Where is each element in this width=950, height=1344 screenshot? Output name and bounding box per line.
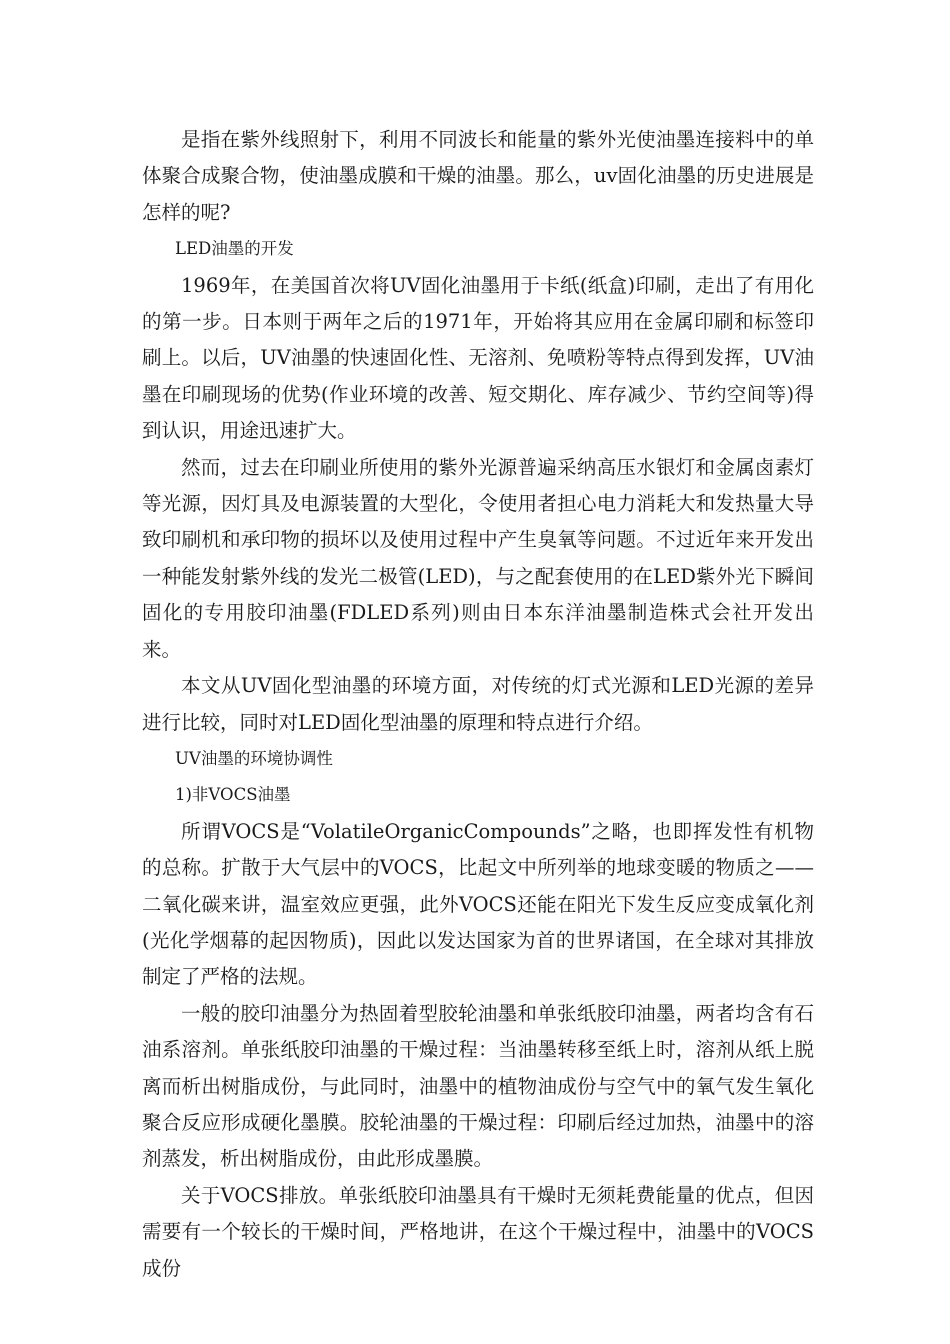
- paragraph-vocs-emission: 关于VOCS排放。单张纸胶印油墨具有干燥时无须耗费能量的优点，但因需要有一个较长的干燥时间，严格地讲，在这个干燥过程中，油墨中的VOCS成份: [142, 1183, 814, 1280]
- paragraph-uv-ink-definition: 是指在紫外线照射下，利用不同波长和能量的紫外光使油墨连接料中的单体聚合成聚合物，使油墨成膜和干燥的油墨。那么，uv固化油墨的历史进展是怎样的呢?: [142, 128, 814, 224]
- paragraph-history: 1969年，在美国首次将UV固化油墨用于卡纸(纸盒)印刷，走出了有用化的第一步。日本则于两年之后的1971年，开始将其应用在金属印刷和标签印刷上。以后，UV油墨的快速固化性、无溶剂、免喷粉等特点得到发挥，UV油墨在印刷现场的优势(作业环境的改善、短交期化、库存减少、节约空间等)得到认识，用途迅速扩大。: [142, 273, 814, 443]
- paragraph-offset-ink-drying: 一般的胶印油墨分为热固着型胶轮油墨和单张纸胶印油墨，两者均含有石油系溶剂。单张纸胶印油墨的干燥过程：当油墨转移至纸上时，溶剂从纸上脱离而析出树脂成份，与此同时，油墨中的植物油成份与空气中的氧气发生氧化聚合反应形成硬化墨膜。胶轮油墨的干燥过程：印刷后经过加热，油墨中的溶剂蒸发，析出树脂成份，由此形成墨膜。: [142, 1001, 814, 1171]
- section-heading-led-ink-development: LED油墨的开发: [175, 239, 294, 259]
- paragraph-led-light-source: 然而，过去在印刷业所使用的紫外光源普遍采纳高压水银灯和金属卤素灯等光源，因灯具及电源装置的大型化，令使用者担心电力消耗大和发热量大导致印刷机和承印物的损坏以及使用过程中产生臭氧等问题。不过近年来开发出一种能发射紫外线的发光二极管(LED)，与之配套使用的在LED紫外光下瞬间固化的专用胶印油墨(FDLED系列)则由日本东洋油墨制造株式会社开发出来。: [142, 455, 814, 661]
- document-body: [142, 122, 814, 1287]
- subsection-heading-non-vocs: 1)非VOCS油墨: [175, 785, 291, 805]
- paragraph-article-scope: 本文从UV固化型油墨的环境方面，对传统的灯式光源和LED光源的差异进行比较，同时对LED固化型油墨的原理和特点进行介绍。: [142, 674, 814, 734]
- section-heading-environment: UV油墨的环境协调性: [175, 748, 333, 768]
- paragraph-vocs-definition: 所谓VOCS是“VolatileOrganicCompounds”之略，也即挥发性有机物的总称。扩散于大气层中的VOCS，比起文中所列举的地球变暖的物质之——二氧化碳来讲，温室效应更强，此外VOCS还能在阳光下发生反应变成氧化剂(光化学烟幕的起因物质)，因此以发达国家为首的世界诸国，在全球对其排放制定了严格的法规。: [142, 819, 814, 989]
